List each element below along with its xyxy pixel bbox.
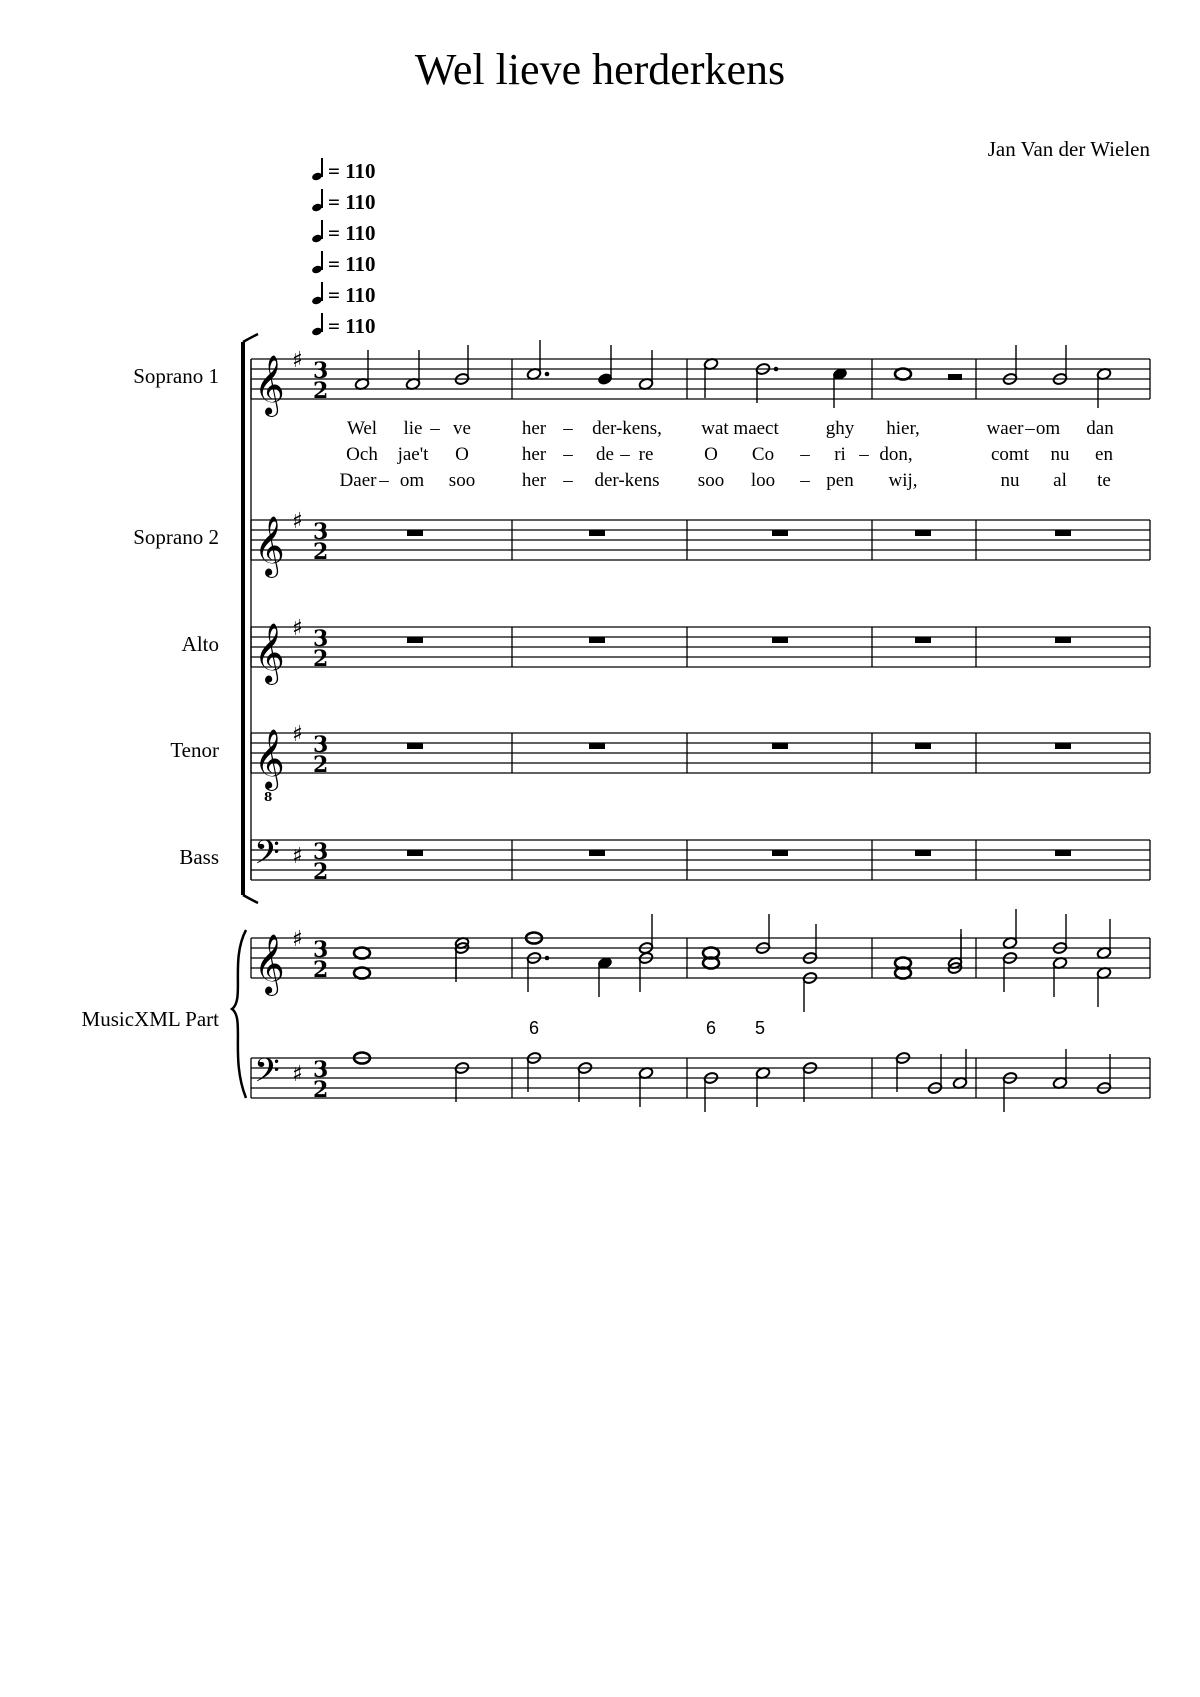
whole-rest	[915, 743, 931, 749]
lyric-syllable: nu	[1000, 470, 1020, 491]
augmentation-dot	[774, 367, 779, 372]
note-head	[354, 968, 370, 979]
lyric-syllable: der-kens,	[592, 418, 662, 439]
lyric-syllable: al	[1053, 470, 1067, 491]
whole-rest	[772, 850, 788, 856]
whole-rest	[589, 850, 605, 856]
lyric-syllable: der-kens	[594, 470, 660, 491]
piano-brace	[232, 930, 246, 1098]
treble-clef-icon: 𝄞	[254, 623, 285, 683]
whole-rest	[589, 743, 605, 749]
whole-rest	[915, 850, 931, 856]
sharp-icon: ♯	[292, 348, 303, 373]
tempo-mark: = 110	[312, 158, 376, 184]
instrument-label-alto: Alto	[181, 632, 219, 656]
tempo-mark: = 110	[312, 220, 376, 246]
whole-rest	[915, 637, 931, 643]
instrument-label-soprano-1: Soprano 1	[133, 364, 219, 388]
composer-credit: Jan Van der Wielen	[987, 137, 1150, 161]
lyric-syllable: comt	[991, 444, 1029, 465]
lyric-syllable: lie	[403, 418, 423, 439]
sharp-icon: ♯	[292, 509, 303, 534]
sharp-icon: ♯	[292, 616, 303, 641]
lyric-syllable: dan	[1086, 418, 1114, 439]
whole-rest	[915, 530, 931, 536]
lyric-syllable: nu	[1050, 444, 1070, 465]
time-signature-bottom: 2	[313, 957, 329, 983]
whole-rest	[772, 530, 788, 536]
lyric-hyphen: –	[620, 444, 630, 465]
instrument-label-soprano-2: Soprano 2	[133, 525, 219, 549]
treble-clef-icon: 𝄞	[254, 355, 285, 415]
time-signature-bottom: 2	[313, 752, 329, 778]
lyric-syllable: ve	[453, 418, 471, 439]
lyric-syllable: om	[399, 470, 425, 491]
lyric-hyphen: –	[1025, 418, 1035, 439]
time-signature-top: 3	[313, 839, 329, 865]
sharp-icon: ♯	[292, 844, 303, 869]
time-signature-top: 3	[313, 358, 329, 384]
lyric-syllable: Co	[751, 444, 775, 465]
time-signature-top: 3	[313, 937, 329, 963]
tempo-mark: = 110	[312, 189, 376, 215]
lyric-syllable: soo	[448, 470, 476, 491]
bass-clef-icon: 𝄢	[254, 834, 280, 880]
lyric-syllable: wij,	[888, 470, 918, 491]
figured-bass: 6	[705, 1018, 717, 1038]
lyric-syllable: her	[521, 418, 547, 439]
time-signature-bottom: 2	[313, 646, 329, 672]
time-signature-top: 3	[313, 1057, 329, 1083]
note-head	[354, 948, 370, 959]
clef-octave-mark: 8	[264, 790, 273, 804]
time-signature-bottom: 2	[313, 539, 329, 565]
note-head	[895, 369, 911, 380]
whole-rest	[1055, 637, 1071, 643]
time-signature-top: 3	[313, 732, 329, 758]
lyric-hyphen: –	[563, 444, 573, 465]
tempo-mark: = 110	[312, 282, 376, 308]
whole-rest	[1055, 743, 1071, 749]
whole-rest	[772, 637, 788, 643]
bass-clef-icon: 𝄢	[254, 1052, 280, 1098]
time-signature-bottom: 2	[313, 859, 329, 885]
lyric-syllable: waer	[986, 418, 1024, 439]
sharp-icon: ♯	[292, 927, 303, 952]
instrument-label-bass: Bass	[179, 845, 219, 869]
time-signature-bottom: 2	[313, 378, 329, 404]
whole-rest	[407, 743, 423, 749]
bracket-hook	[243, 895, 258, 903]
lyric-syllable: Wel	[346, 418, 378, 439]
lyric-syllable: ghy	[825, 418, 855, 439]
lyric-syllable: re	[638, 444, 654, 465]
figured-bass: 5	[754, 1018, 766, 1038]
lyric-syllable: wat maect	[701, 418, 779, 439]
whole-rest	[1055, 530, 1071, 536]
lyric-hyphen: –	[430, 418, 440, 439]
lyric-hyphen: –	[859, 444, 869, 465]
lyric-syllable: O	[704, 444, 718, 465]
lyric-syllable: her	[521, 470, 547, 491]
whole-rest	[1055, 850, 1071, 856]
whole-rest	[407, 637, 423, 643]
treble-clef-icon: 𝄞	[254, 934, 285, 994]
lyric-hyphen: –	[800, 470, 810, 491]
lyric-syllable: soo	[697, 470, 725, 491]
tempo-mark: = 110	[312, 313, 376, 339]
lyric-hyphen: –	[800, 444, 810, 465]
lyric-syllable: loo	[750, 470, 776, 491]
lyric-syllable: ri	[834, 444, 846, 465]
time-signature-top: 3	[313, 519, 329, 545]
whole-rest	[407, 530, 423, 536]
instrument-label-tenor: Tenor	[170, 738, 219, 762]
lyric-syllable: her	[521, 444, 547, 465]
instrument-label-piano: MusicXML Part	[81, 1007, 219, 1031]
whole-rest	[407, 850, 423, 856]
augmentation-dot	[545, 372, 550, 377]
augmentation-dot	[545, 956, 550, 961]
lyric-syllable: te	[1097, 470, 1111, 491]
bracket-hook	[243, 334, 258, 342]
lyric-syllable: hier,	[886, 418, 920, 439]
lyric-syllable: om	[1035, 418, 1061, 439]
sharp-icon: ♯	[292, 1062, 303, 1087]
score-title: Wel lieve herderkens	[414, 45, 786, 94]
whole-rest	[589, 637, 605, 643]
lyric-syllable: Och	[346, 444, 378, 465]
lyric-syllable: Daer	[339, 470, 377, 491]
lyric-syllable: pen	[826, 470, 854, 491]
lyric-syllable: don,	[879, 444, 913, 465]
lyric-syllable: en	[1095, 444, 1113, 465]
time-signature-bottom: 2	[313, 1077, 329, 1103]
tempo-mark: = 110	[312, 251, 376, 277]
treble-clef-icon: 𝄞	[254, 516, 285, 576]
figured-bass: 6	[528, 1018, 540, 1038]
half-rest	[948, 374, 962, 380]
lyric-hyphen: –	[379, 470, 389, 491]
whole-rest	[772, 743, 788, 749]
lyric-hyphen: –	[563, 470, 573, 491]
sharp-icon: ♯	[292, 722, 303, 747]
lyric-syllable: de	[596, 444, 614, 465]
lyric-syllable: O	[455, 444, 469, 465]
time-signature-top: 3	[313, 626, 329, 652]
lyric-hyphen: –	[563, 418, 573, 439]
treble-clef-icon: 𝄞	[254, 729, 285, 789]
whole-rest	[589, 530, 605, 536]
lyric-syllable: jae't	[397, 444, 429, 465]
